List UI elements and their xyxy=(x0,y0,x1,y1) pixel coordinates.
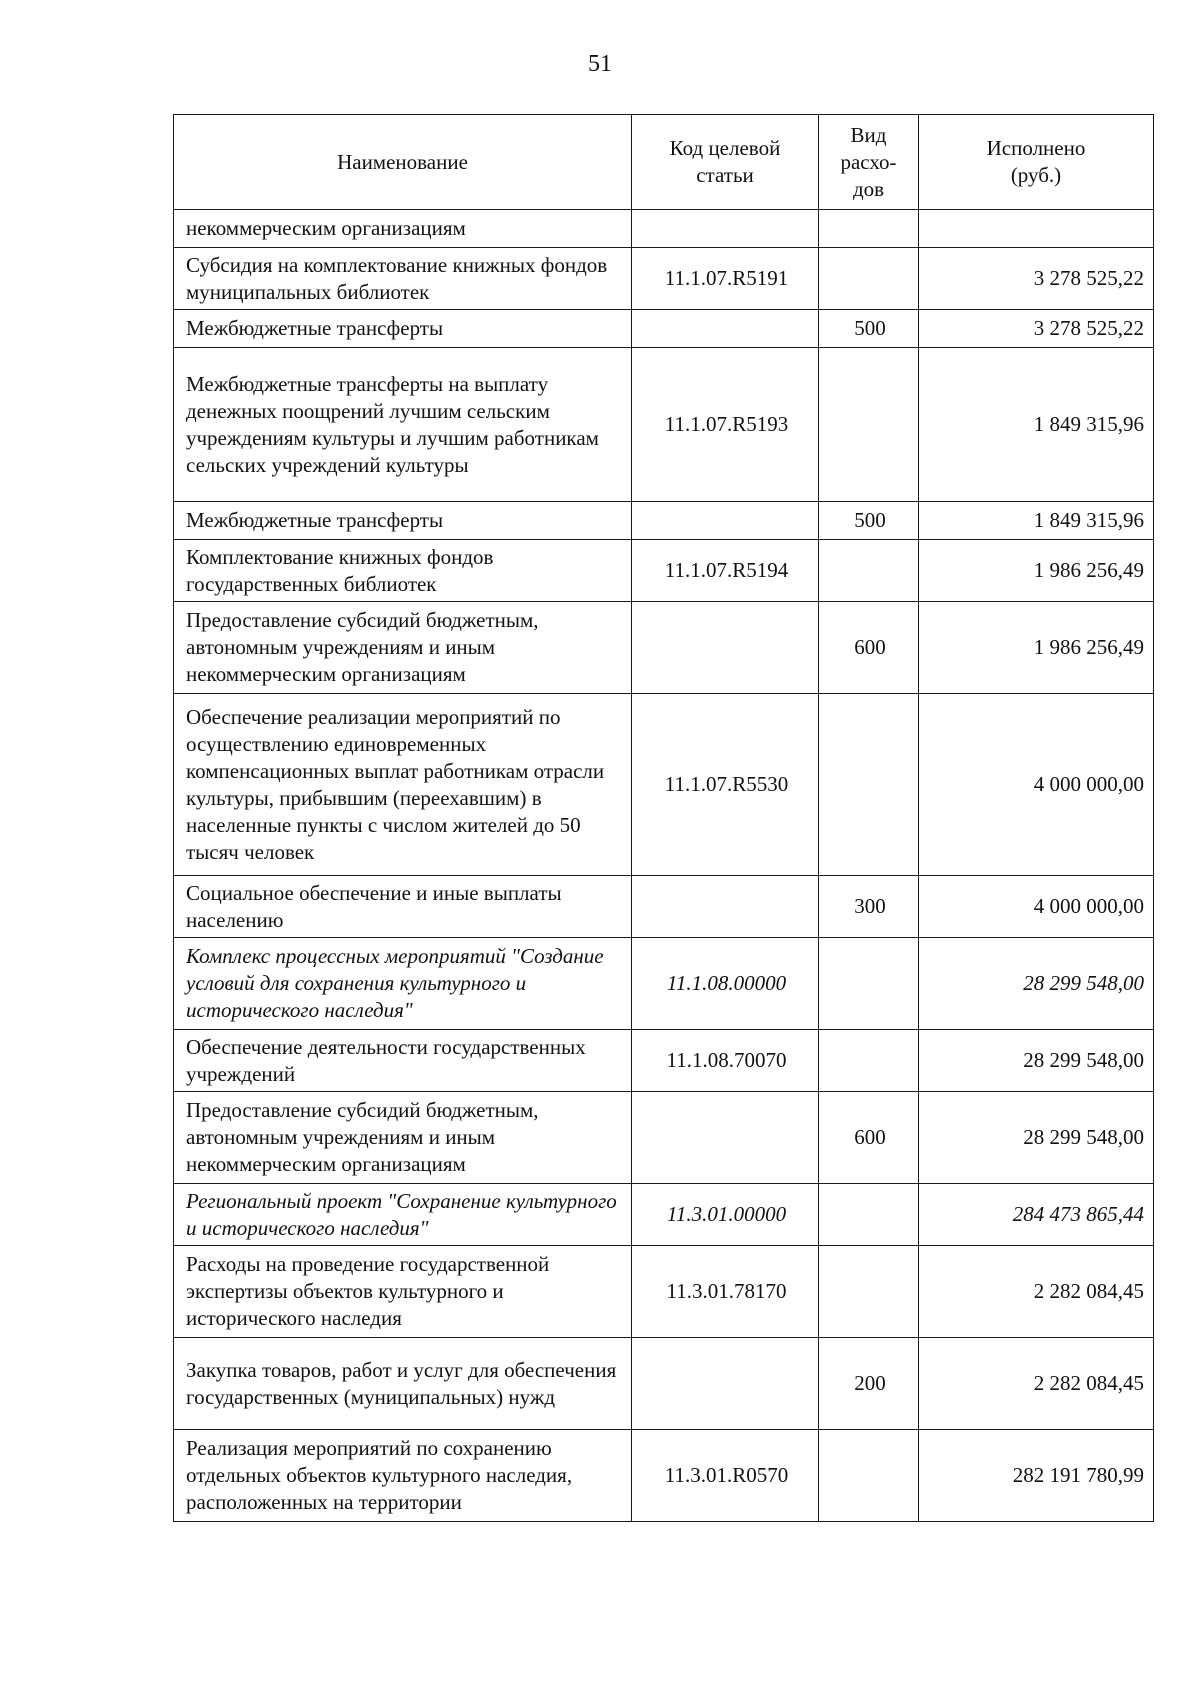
cell-name: Обеспечение деятельности государственных учреждений xyxy=(174,1030,632,1092)
cell-type xyxy=(819,1030,919,1092)
cell-name: Комплекс процессных мероприятий "Создание условий для сохранения культурного и исторического наследия" xyxy=(174,938,632,1030)
cell-name: Обеспечение реализации мероприятий по осуществлению единовременных компенсационных выплат работникам отрасли культуры, прибывшим (переехавшим) в населенные пункты с числом жителей до 50 тысяч человек xyxy=(174,694,632,876)
header-name: Наименование xyxy=(174,115,632,210)
table-row xyxy=(174,348,1154,502)
cell-amount: 2 282 084,45 xyxy=(919,1338,1154,1430)
cell-amount: 28 299 548,00 xyxy=(919,938,1154,1030)
cell-amount: 1 986 256,49 xyxy=(919,602,1154,694)
table-row xyxy=(174,1184,1154,1246)
cell-type: 200 xyxy=(819,1338,919,1430)
cell-code: 11.3.01.R0570 xyxy=(632,1430,819,1522)
cell-code: 11.3.01.78170 xyxy=(632,1246,819,1338)
cell-type xyxy=(819,1246,919,1338)
cell-name: Межбюджетные трансферты на выплату денежных поощрений лучшим сельским учреждениям культуры и лучшим работникам сельских учреждений культуры xyxy=(174,348,632,502)
table-row xyxy=(174,1092,1154,1184)
cell-amount: 282 191 780,99 xyxy=(919,1430,1154,1522)
cell-amount: 1 849 315,96 xyxy=(919,502,1154,540)
table-row xyxy=(174,1246,1154,1338)
table-row xyxy=(174,876,1154,938)
cell-name: Комплектование книжных фондов государственных библиотек xyxy=(174,540,632,602)
cell-name: Расходы на проведение государственной экспертизы объектов культурного и исторического наследия xyxy=(174,1246,632,1338)
table-row xyxy=(174,602,1154,694)
cell-code xyxy=(632,310,819,348)
table-row xyxy=(174,310,1154,348)
cell-code: 11.1.07.R5193 xyxy=(632,348,819,502)
cell-type xyxy=(819,938,919,1030)
cell-name: Региональный проект "Сохранение культурного и исторического наследия" xyxy=(174,1184,632,1246)
cell-name: Предоставление субсидий бюджетным, автономным учреждениям и иным некоммерческим организациям xyxy=(174,1092,632,1184)
cell-code xyxy=(632,210,819,248)
cell-name: Закупка товаров, работ и услуг для обеспечения государственных (муниципальных) нужд xyxy=(174,1338,632,1430)
cell-type: 500 xyxy=(819,502,919,540)
cell-type: 500 xyxy=(819,310,919,348)
header-code: Код целевой статьи xyxy=(632,115,819,210)
table-row xyxy=(174,540,1154,602)
table-row xyxy=(174,1338,1154,1430)
cell-code xyxy=(632,876,819,938)
page-number: 51 xyxy=(588,51,612,77)
cell-code: 11.1.08.70070 xyxy=(632,1030,819,1092)
cell-amount: 28 299 548,00 xyxy=(919,1030,1154,1092)
cell-type: 300 xyxy=(819,876,919,938)
cell-type: 600 xyxy=(819,602,919,694)
cell-code xyxy=(632,1338,819,1430)
cell-type: 600 xyxy=(819,1092,919,1184)
cell-amount: 4 000 000,00 xyxy=(919,876,1154,938)
cell-amount: 1 986 256,49 xyxy=(919,540,1154,602)
cell-amount: 284 473 865,44 xyxy=(919,1184,1154,1246)
cell-type xyxy=(819,540,919,602)
cell-amount: 2 282 084,45 xyxy=(919,1246,1154,1338)
cell-amount: 3 278 525,22 xyxy=(919,248,1154,310)
cell-amount: 28 299 548,00 xyxy=(919,1092,1154,1184)
table-header xyxy=(174,115,1154,210)
cell-name: Реализация мероприятий по сохранению отдельных объектов культурного наследия, расположенных на территории xyxy=(174,1430,632,1522)
cell-type xyxy=(819,694,919,876)
cell-amount xyxy=(919,210,1154,248)
cell-code xyxy=(632,502,819,540)
header-amount: Исполнено (руб.) xyxy=(919,115,1154,210)
cell-amount: 4 000 000,00 xyxy=(919,694,1154,876)
cell-amount: 3 278 525,22 xyxy=(919,310,1154,348)
table-row xyxy=(174,248,1154,310)
table-row xyxy=(174,1430,1154,1522)
cell-name: Межбюджетные трансферты xyxy=(174,502,632,540)
header-type: Вид расхо-дов xyxy=(819,115,919,210)
cell-name: некоммерческим организациям xyxy=(174,210,632,248)
budget-table xyxy=(173,114,1154,1522)
cell-type xyxy=(819,348,919,502)
cell-type xyxy=(819,248,919,310)
table-row xyxy=(174,210,1154,248)
cell-code: 11.1.07.R5191 xyxy=(632,248,819,310)
cell-code: 11.1.07.R5194 xyxy=(632,540,819,602)
cell-name: Субсидия на комплектование книжных фондов муниципальных библиотек xyxy=(174,248,632,310)
cell-type xyxy=(819,1430,919,1522)
table-body xyxy=(174,210,1154,1522)
cell-name: Социальное обеспечение и иные выплаты населению xyxy=(174,876,632,938)
cell-code: 11.1.07.R5530 xyxy=(632,694,819,876)
cell-type xyxy=(819,210,919,248)
cell-code: 11.1.08.00000 xyxy=(632,938,819,1030)
cell-code xyxy=(632,1092,819,1184)
table-row xyxy=(174,694,1154,876)
table-row xyxy=(174,1030,1154,1092)
table-row xyxy=(174,938,1154,1030)
table-row xyxy=(174,502,1154,540)
cell-code: 11.3.01.00000 xyxy=(632,1184,819,1246)
header-row xyxy=(174,115,1154,210)
cell-type xyxy=(819,1184,919,1246)
cell-name: Межбюджетные трансферты xyxy=(174,310,632,348)
cell-code xyxy=(632,602,819,694)
cell-amount: 1 849 315,96 xyxy=(919,348,1154,502)
cell-name: Предоставление субсидий бюджетным, автономным учреждениям и иным некоммерческим организациям xyxy=(174,602,632,694)
